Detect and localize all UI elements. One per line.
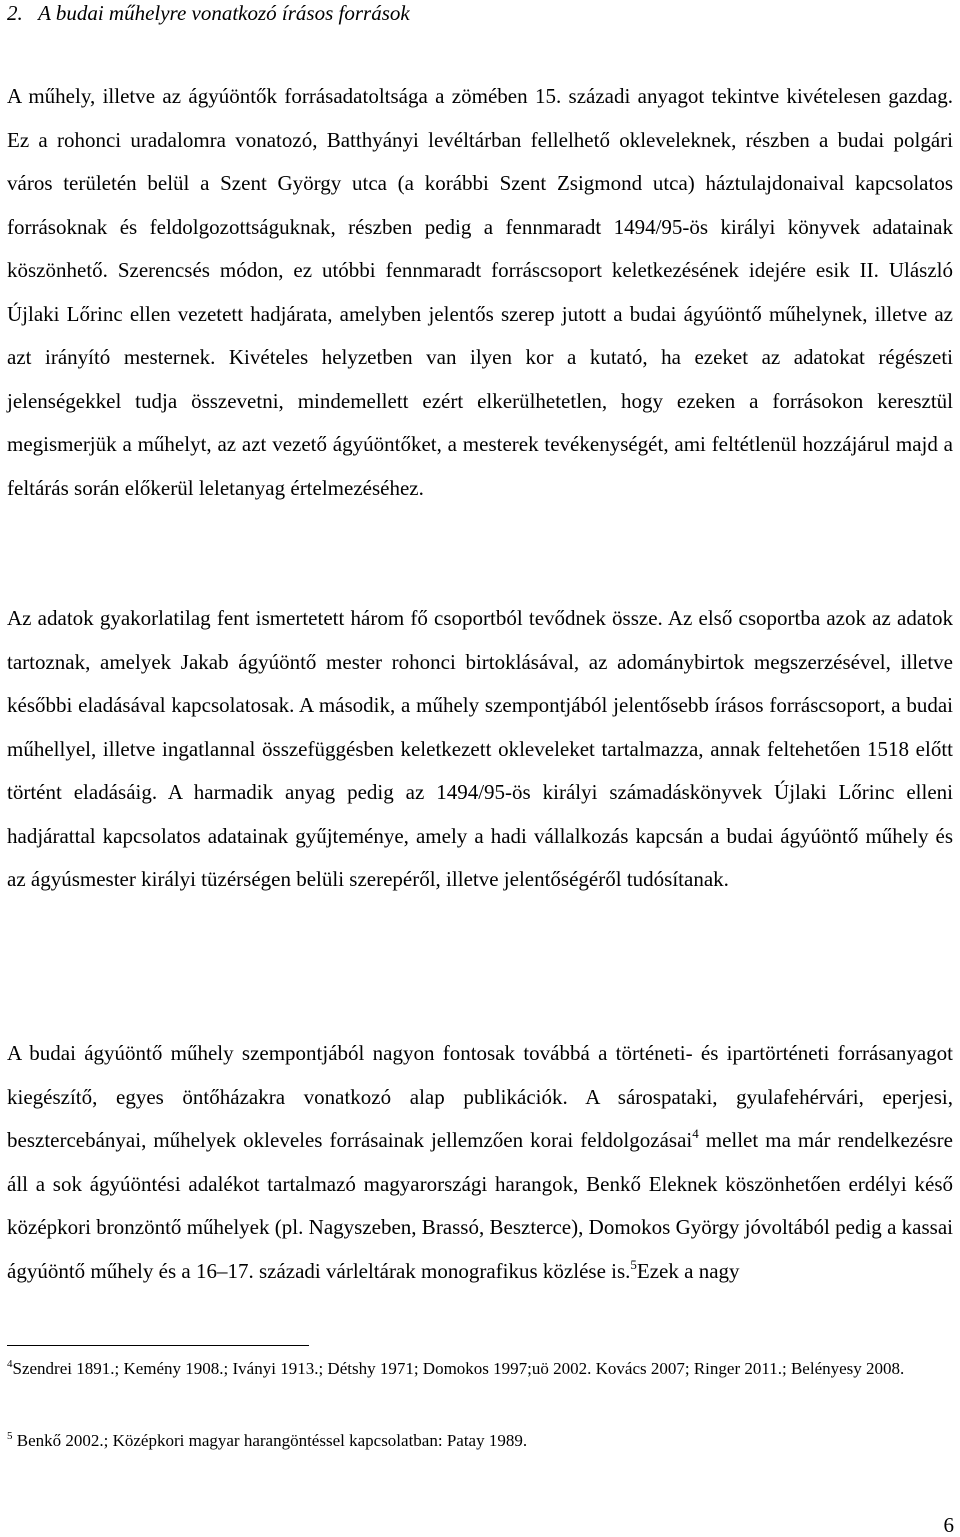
paragraph-1: A műhely, illetve az ágyúöntők forrásadatoltsága a zömében 15. századi anyagot tekintve kivételesen gazdag. Ez a rohonci uradalomra vonatozó, Batthyányi levéltárban fellelhető okleveleknek, részben a budai polgári város területén belül a Szent György utca (a korábbi Szent Zsigmond utca) háztulajdonaival kapcsolatos forrásoknak és feldolgozottságuknak, részben pedig a fennmaradt 1494/95-ös királyi könyvek adatainak köszönhető. Szerencsés módon, ez utóbbi fennmaradt forráscsoport keletkezésének idejére esik II. Ulászló Újlaki Lőrinc ellen vezetett hadjárata, amelyben jelentős szerep jutott a budai ágyúöntő műhelynek, illetve az azt irányító mesternek. Kivételes helyzetben van ilyen kor a kutató, ha ezeket az adatokat régészeti jelenségekkel tudja összevetni, mindemellett ezért elkerülhetetlen, hogy ezeken a forrásokon keresztül megismerjük a műhelyt, az azt vezető ágyúöntőket, a mesterek tevékenységét, ami feltétlenül hozzájárul majd a feltárás során előkerül leletanyag értelmezéséhez. (7, 84, 953, 500)
footnote-ref-4[interactable]: 4 (692, 1126, 699, 1141)
section-number: 2. (7, 1, 23, 25)
section-title: A budai műhelyre vonatkozó írásos források (38, 1, 410, 25)
paragraph-2: Az adatok gyakorlatilag fent ismertetett három fő csoportból tevődnek össze. Az első csoportba azok az adatok tartoznak, amelyek Jakab ágyúöntő mester rohonci birtoklásával, az adománybirtok megszerzésével, illetve későbbi eladásával kapcsolatosak. A második, a műhely szempontjából jelentősebb írásos forráscsoport, a budai műhellyel, illetve ingatlannal összefüggésben keletkezett okleveleket tartalmazza, annak feltehetően 1518 előtt történt eladásáig. A harmadik anyag pedig az 1494/95-ös királyi számadáskönyvek Újlaki Lőrinc elleni hadjárattal kapcsolatos adatainak gyűjteménye, amely a hadi vállalkozás kapcsán a budai ágyúöntő műhely és az ágyúsmester királyi tüzérségen belüli szerepéről, illetve jelentőségéről tudósítanak. (7, 606, 953, 891)
paragraph-3-part-b: mellet ma már rendelkezésre áll a sok ágyúöntési adalékot tartalmazó magyarországi harangok, Benkő Eleknek köszönhetően erdélyi késő középkori bronzöntő műhelyek (pl. Nagyszeben, Brassó, Beszterce), Domokos György jóvoltából pedig a kassai ágyúöntő műhely és a 16–17. századi várleltárak monografikus közlése is. (7, 1128, 953, 1283)
footnote-ref-5[interactable]: 5 (630, 1256, 637, 1272)
footnote-5-text: Benkő 2002.; Középkori magyar harangöntéssel kapcsolatban: Patay 1989. (12, 1431, 528, 1450)
footnote-4-marker: 4 (7, 1358, 13, 1370)
footnote-5-marker: 5 (7, 1430, 13, 1442)
footnote-4-text: Szendrei 1891.; Kemény 1908.; Iványi 1913.; Détshy 1971; Domokos 1997;uö 2002. Kovács 2007; Ringer 2011.; Belényesy 2008. (12, 1359, 905, 1378)
footnote-5 (7, 1425, 953, 1456)
footnote-separator (7, 1345, 309, 1346)
paragraph-3-part-a: A budai ágyúöntő műhely szempontjából nagyon fontosak továbbá a történeti- és ipartörténeti forrásanyagot kiegészítő, egyes öntőházakra vonatkozó alap publikációk. A sárospataki, gyulafehérvári, eperjesi, besztercebányai, műhelyek okleveles forrásainak jellemzően korai feldolgozásai (7, 1041, 953, 1152)
section-heading (7, 0, 410, 26)
page-number: 6 (943, 1513, 954, 1537)
paragraph-3 (7, 1032, 953, 1293)
paragraph-3-part-c: Ezek a nagy (636, 1258, 740, 1283)
footnote-4 (7, 1353, 953, 1384)
